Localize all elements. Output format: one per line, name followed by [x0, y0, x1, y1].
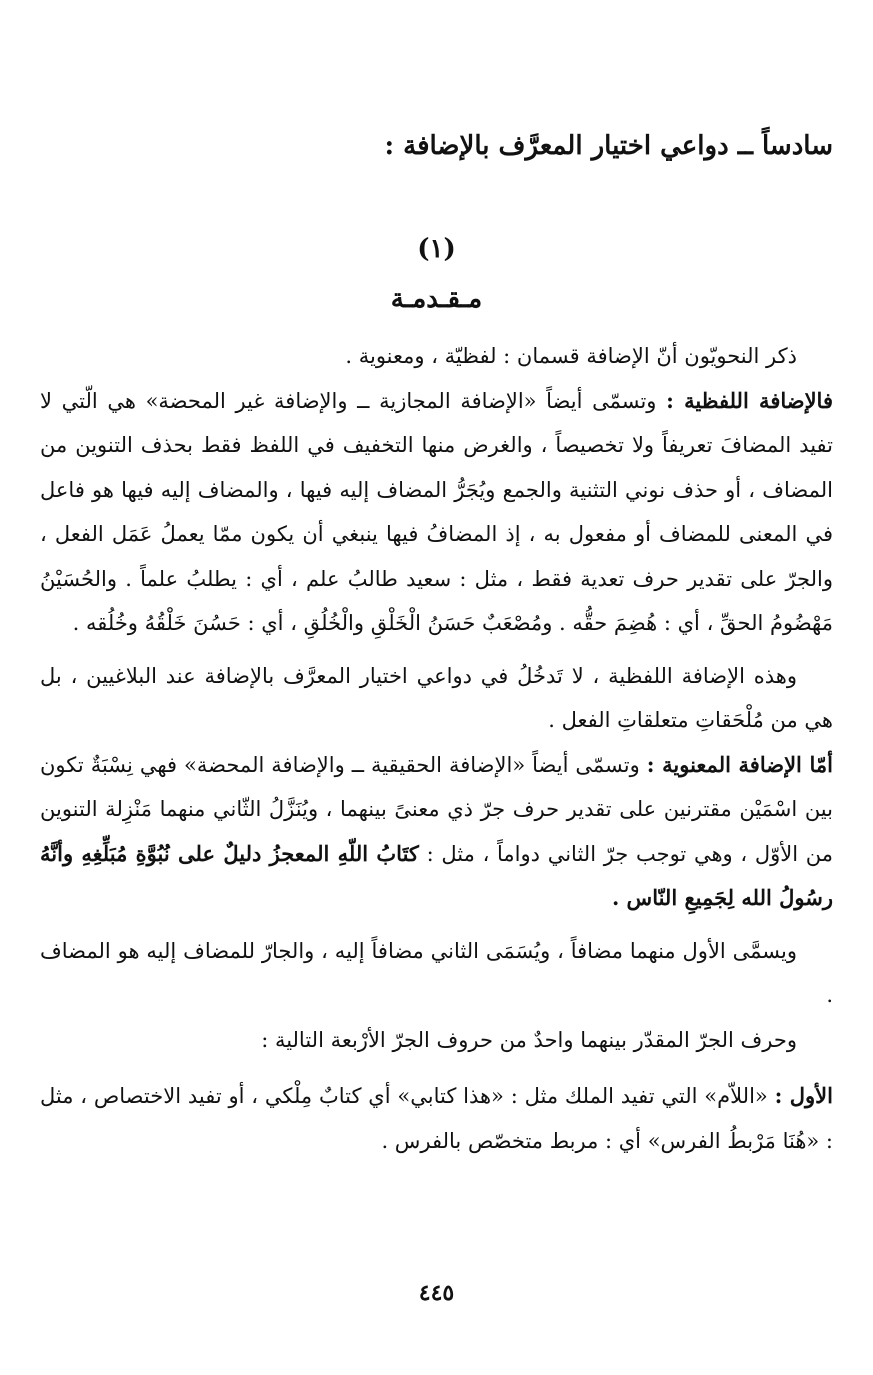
- paragraph-intro: ذكر النحويّون أنّ الإضافة قسمان : لفظيّة ، ومعنوية .: [345, 344, 797, 368]
- paragraph-first-text: «اللاّم» التي تفيد الملك مثل : «هذا كتابي» أي كتابٌ مِلْكي ، أو تفيد الاختصاص ، مثل : «هُنَا مَرْبطُ الفرس» أي : مربط متخصّص بالفرس .: [40, 1084, 833, 1153]
- paragraph-first-lam: [40, 1074, 833, 1163]
- section-title: مـقـدمـة: [390, 284, 483, 314]
- paragraph-manawiyya: [40, 743, 833, 921]
- term-lafziyya: فالإضافة اللفظية :: [666, 387, 833, 413]
- term-first: الأول :: [774, 1083, 833, 1108]
- body-text: [40, 334, 833, 1163]
- paragraph-note: وهذه الإضافة اللفظية ، لا تَدخُلُ في دواعي اختيار المعرَّف بالإضافة عند البلاغيين ، بل هي من مُلْحَقاتِ متعلقاتِ الفعل .: [40, 663, 833, 732]
- paragraph-lafziyya-text: وتسمّى أيضاً «الإضافة المجازية ــ والإضافة غير المحضة» هي الّتي لا تفيد المضافَ تعريفاً ولا تخصيصاً ، والغرض منها التخفيف في اللفظ فقط بحذف التنوين من المضاف ، أو حذف نوني التثنية والجمع ويُجَرُّ المضاف إليه فيها ، والمضاف إليه فيها هو فاعل في المعنى للمضاف أو مفعول به ، إذ المضافُ فيها ينبغي أن يكون ممّا يعملُ عَمَل الفعل ، والجرّ على تقدير حرف تعدية فقط ، مثل : سعيد طالبُ علم ، أي : يطلبُ علماً . والحُسَيْنُ مَهْضُومُ الحقِّ ، أي : هُضِمَ حقُّه . ومُصْعَبٌ حَسَنُ الْخَلْقِ والْخُلُقِ ، أي : حَسُنَ خَلْقُهُ وخُلُقه .: [40, 388, 833, 635]
- section-number: (١): [417, 234, 456, 264]
- page-number: ٤٤٥: [418, 1280, 455, 1306]
- example-sentence: كتَابُ اللّهِ المعجزُ دليلٌ على نُبُوَّةِ مُبَلِّغِهِ وأنَّهُ رسُولُ الله لِجَمِيعِ النّاس .: [40, 840, 833, 910]
- chapter-heading: سادساً ــ دواعي اختيار المعرَّف بالإضافة :: [384, 131, 833, 161]
- paragraph-lafziyya: [40, 379, 833, 646]
- paragraph-manawiyya-text: وتسمّى أيضاً «الإضافة الحقيقية ــ والإضافة المحضة» فهي نِسْبَةٌ تكون بين اسْمَيْن مقترنين على تقدير حرف جرّ ذي معنىً بينهما ، ويُنَزَّلُ الثّاني منهما مَنْزِلة التنوين من الأوّل ، وهي توجب جرّ الثاني دواماً ، مثل :: [40, 752, 833, 866]
- paragraph-prepositions: وحرف الجرّ المقدّر بينهما واحدٌ من حروف الجرّ الأرْبعة التالية :: [261, 1027, 797, 1052]
- paragraph-naming: ويسمَّى الأول منهما مضافاً ، ويُسَمَى الثاني مضافاً إليه ، والجارّ للمضاف إليه هو المضاف .: [40, 938, 833, 1007]
- term-manawiyya: أمّا الإضافة المعنوية :: [646, 751, 833, 777]
